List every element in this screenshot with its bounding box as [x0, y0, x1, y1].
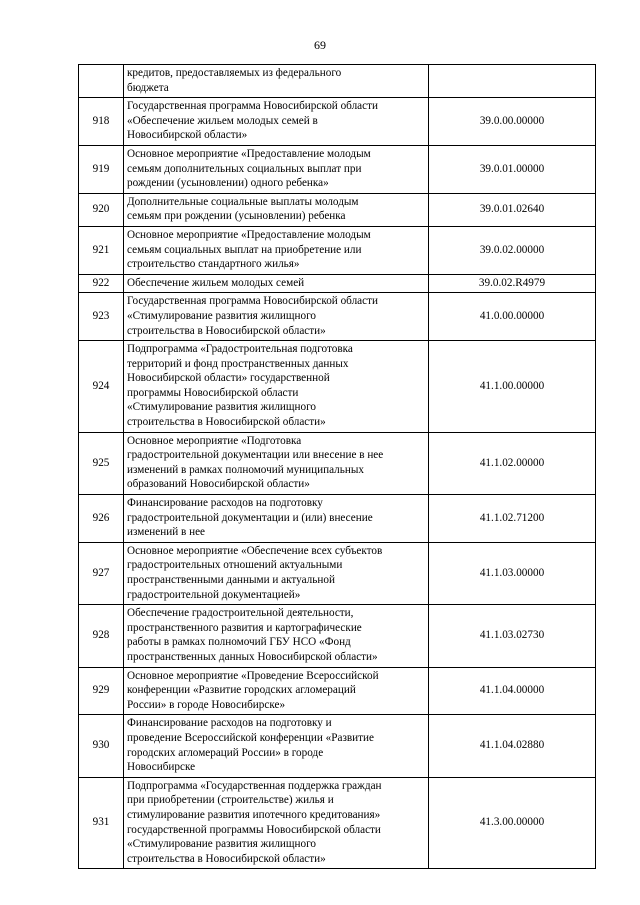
row-number: 920: [79, 193, 124, 226]
description-line: пространственными данными и актуальной: [127, 574, 335, 586]
description-line: Новосибирской области»: [127, 129, 248, 142]
row-description: [124, 274, 429, 293]
row-number: 925: [79, 432, 124, 494]
description-line: Обеспечение жильем молодых семей: [127, 276, 305, 289]
table-row: [79, 777, 596, 869]
row-description: [124, 432, 429, 494]
row-code: 39.0.00.00000: [429, 98, 596, 146]
row-description: [124, 226, 429, 274]
row-number: 931: [79, 777, 124, 869]
description-line: Основное мероприятие «Предоставление молодым: [127, 228, 371, 241]
description-line: Новосибирской области» государственной: [127, 372, 330, 385]
budget-classification-table: [78, 64, 596, 869]
row-description: [124, 715, 429, 777]
row-code: 41.1.00.00000: [429, 341, 596, 433]
description-line: стимулирование развития ипотечного кредитования»: [127, 808, 381, 821]
description-line: строительства в Новосибирской области»: [127, 324, 326, 337]
row-code: 41.0.00.00000: [429, 293, 596, 341]
description-line: Финансирование расходов на подготовку и: [127, 717, 332, 730]
description-line: Подпрограмма «Государственная поддержка граждан: [127, 779, 382, 792]
table-row: [79, 341, 596, 433]
description-line: градостроительной документации или внесение в нее: [127, 449, 384, 462]
description-line: проведение Всероссийской конференции «Развитие: [127, 731, 374, 744]
description-line: «Стимулирование развития жилищного: [127, 309, 317, 322]
description-line: государственной программы Новосибирской области: [127, 823, 381, 836]
row-description: [124, 542, 429, 604]
row-description: [124, 293, 429, 341]
table-row: [79, 226, 596, 274]
row-code: 39.0.01.00000: [429, 145, 596, 193]
description-line: городских агломераций России» в городе: [127, 746, 324, 759]
row-description: [124, 777, 429, 869]
description-line: строительства в Новосибирской области»: [127, 852, 326, 865]
row-number: 922: [79, 274, 124, 293]
table-row: [79, 495, 596, 543]
row-code: 41.1.03.00000: [429, 542, 596, 604]
description-line: работы в рамках полномочий ГБУ НСО «Фонд: [127, 636, 351, 649]
description-line: градостроительной документацией»: [127, 588, 301, 601]
description-line: семьям дополнительных социальных выплат при: [127, 162, 362, 175]
table-row: [79, 432, 596, 494]
row-number: 921: [79, 226, 124, 274]
row-description: [124, 605, 429, 667]
description-line: программы Новосибирской области: [127, 386, 299, 399]
description-line: Обеспечение градостроительной деятельности,: [127, 607, 354, 620]
description-line: строительства в Новосибирской области»: [127, 416, 326, 429]
row-description: [124, 341, 429, 433]
description-line: изменений в нее: [127, 526, 206, 539]
description-line: бюджета: [127, 81, 169, 94]
row-code: 41.1.04.00000: [429, 667, 596, 715]
row-code: [429, 65, 596, 98]
row-code: 39.0.01.02640: [429, 193, 596, 226]
row-number: 929: [79, 667, 124, 715]
row-number: 918: [79, 98, 124, 146]
table-row: [79, 193, 596, 226]
row-number: 919: [79, 145, 124, 193]
table-row: [79, 274, 596, 293]
description-line: строительство стандартного жилья»: [127, 258, 300, 271]
description-line: градостроительных отношений актуальными: [127, 559, 343, 572]
description-line: пространственных данных Новосибирской области»: [127, 650, 378, 663]
row-number: 924: [79, 341, 124, 433]
row-code: 39.0.02.00000: [429, 226, 596, 274]
row-code: 41.1.02.00000: [429, 432, 596, 494]
table-row: [79, 605, 596, 667]
row-number: 926: [79, 495, 124, 543]
row-code: 39.0.02.R4979: [429, 274, 596, 293]
row-code: 41.1.04.02880: [429, 715, 596, 777]
description-line: при приобретении (строительстве) жилья и: [127, 794, 334, 807]
description-line: пространственного развития и картографические: [127, 621, 362, 634]
description-line: образований Новосибирской области»: [127, 478, 310, 491]
description-line: рождении (усыновлении) одного ребенка»: [127, 177, 329, 190]
description-line: градостроительной документации и (или) внесение: [127, 511, 373, 524]
description-line: «Обеспечение жильем молодых семей в: [127, 114, 318, 127]
table-row: [79, 145, 596, 193]
description-line: Подпрограмма «Градостроительная подготовка: [127, 343, 353, 356]
page-number: 69: [314, 38, 326, 52]
description-line: Основное мероприятие «Обеспечение всех субъектов: [127, 544, 383, 557]
row-description: [124, 667, 429, 715]
row-description: [124, 193, 429, 226]
description-line: «Стимулирование развития жилищного: [127, 838, 317, 851]
row-code: 41.1.03.02730: [429, 605, 596, 667]
row-number: 930: [79, 715, 124, 777]
table-row: [79, 98, 596, 146]
row-description: [124, 495, 429, 543]
table-row: [79, 65, 596, 98]
row-code: 41.1.02.71200: [429, 495, 596, 543]
table-row: [79, 667, 596, 715]
description-line: семьям при рождении (усыновлении) ребенка: [127, 210, 346, 223]
description-line: Основное мероприятие «Подготовка: [127, 434, 302, 447]
table-row: [79, 542, 596, 604]
row-code: 41.3.00.00000: [429, 777, 596, 869]
description-line: семьям социальных выплат на приобретение или: [127, 243, 362, 256]
description-line: Новосибирске: [127, 761, 196, 774]
description-line: Государственная программа Новосибирской области: [127, 295, 378, 308]
table-row: [79, 293, 596, 341]
description-line: Финансирование расходов на подготовку: [127, 497, 323, 510]
description-line: изменений в рамках полномочий муниципальных: [127, 463, 364, 476]
description-line: конференции «Развитие городских агломераций: [127, 684, 356, 697]
row-number: 923: [79, 293, 124, 341]
description-line: кредитов, предоставляемых из федерального: [127, 67, 342, 79]
row-number: 928: [79, 605, 124, 667]
table-row: [79, 715, 596, 777]
row-number: 927: [79, 542, 124, 604]
description-line: России» в городе Новосибирске»: [127, 698, 286, 711]
description-line: территорий и фонд пространственных данных: [127, 357, 349, 370]
description-line: Дополнительные социальные выплаты молодым: [127, 195, 359, 208]
description-line: Государственная программа Новосибирской области: [127, 100, 378, 113]
row-description: [124, 98, 429, 146]
description-line: «Стимулирование развития жилищного: [127, 401, 317, 414]
row-description: [124, 65, 429, 98]
description-line: Основное мероприятие «Проведение Всероссийской: [127, 669, 379, 682]
description-line: Основное мероприятие «Предоставление молодым: [127, 147, 371, 160]
row-number: [79, 65, 124, 98]
row-description: [124, 145, 429, 193]
